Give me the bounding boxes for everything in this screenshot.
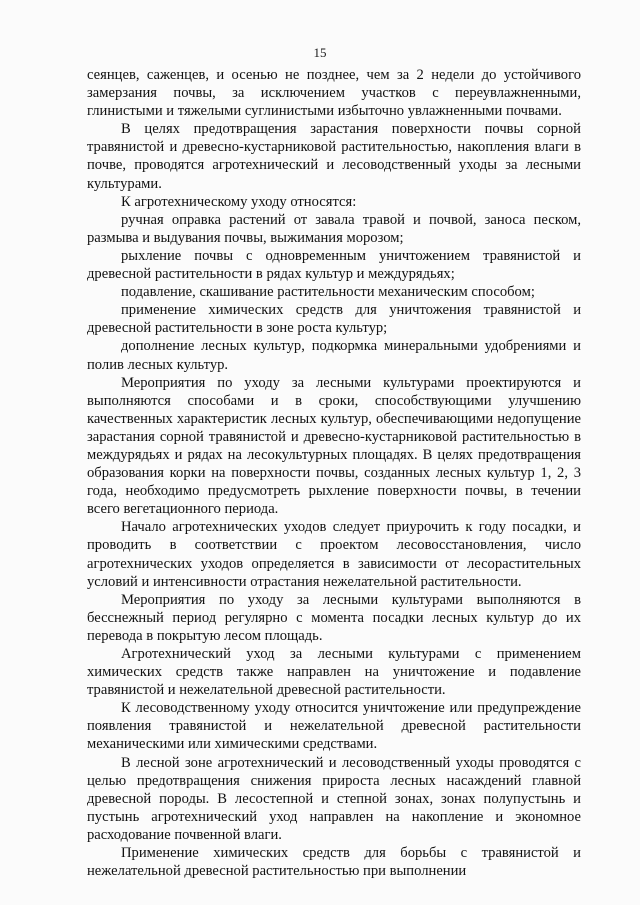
paragraph-6: подавление, скашивание растительности механическим способом; [121,284,535,301]
page-number: 15 [313,45,327,60]
paragraph-1: сеянцев, саженцев, и осенью не позднее, чем за 2 недели до устойчивого замерзания почвы, за исключением участков с переувлажненными, глинистыми и тяжелыми суглинистыми избыточно увлажненными почвами. [87,67,581,120]
paragraph-8: дополнение лесных культур, подкормка минеральными удобрениями и полив лесных культур. [87,338,581,373]
paragraph-15: Применение химических средств для борьбы с травянистой и нежелательной древесной растительностью при выполнении [87,845,581,880]
paragraph-2: В целях предотвращения зарастания поверхности почвы сорной травянистой и древесно-кустарниковой растительностью, накопления влаги в почве, проводятся агротехнический и лесоводственный уходы за лесными культурами. [87,121,581,192]
paragraph-10: Начало агротехнических уходов следует приурочить к году посадки, и проводить в соответствии с проектом лесовосстановления, число агротехнических уходов определяется в зависимости от лесорастительных условий и интенсивности отрастания нежелательной растительности. [87,519,581,590]
paragraph-3: К агротехническому уходу относятся: [121,193,357,210]
paragraph-7: применение химических средств для уничтожения травянистой и древесной растительности в зоне роста культур; [87,302,581,337]
document-body [87,66,581,880]
paragraph-4: ручная оправка растений от завала травой и почвой, заноса песком, размыва и выдувания почвы, выжимания морозом; [87,211,581,246]
paragraph-11: Мероприятия по уходу за лесными культурами выполняются в бесснежный период регулярно с момента посадки лесных культур до их перевода в покрытую лесом площадь. [87,591,581,644]
paragraph-13: К лесоводственному уходу относится уничтожение или предупреждение появления травянистой и нежелательной древесной растительности механическими или химическими средствами. [87,700,581,753]
paragraph-12: Агротехнический уход за лесными культурами с применением химических средств также направлен на уничтожение и подавление травянистой и нежелательной древесной растительности. [87,646,581,699]
paragraph-5: рыхление почвы с одновременным уничтожением травянистой и древесной растительности в рядах культур и междурядьях; [87,247,581,283]
paragraph-14: В лесной зоне агротехнический и лесоводственный уходы проводятся с целью предотвращения снижения прироста лесных насаждений главной древесной породы. В лесостепной и степной зонах, зонах полупустынь и пустынь агротехнический уход направлен на накопление и экономное расходование почвенной влаги. [87,754,581,843]
paragraph-9: Мероприятия по уходу за лесными культурами проектируются и выполняются способами и в сроки, способствующими улучшению качественных характеристик лесных культур, обеспечивающими недопущение зарастания сорной травянистой и древесно-кустарниковой растительностью в междурядьях и рядах на лесокультурных площадях. В целях предотвращения образования корки на поверхности почвы, созданных лесных культур 1, 2, 3 года, необходимо предусмотреть рыхление поверхности почвы, в течении всего вегетационного периода. [87,374,581,518]
